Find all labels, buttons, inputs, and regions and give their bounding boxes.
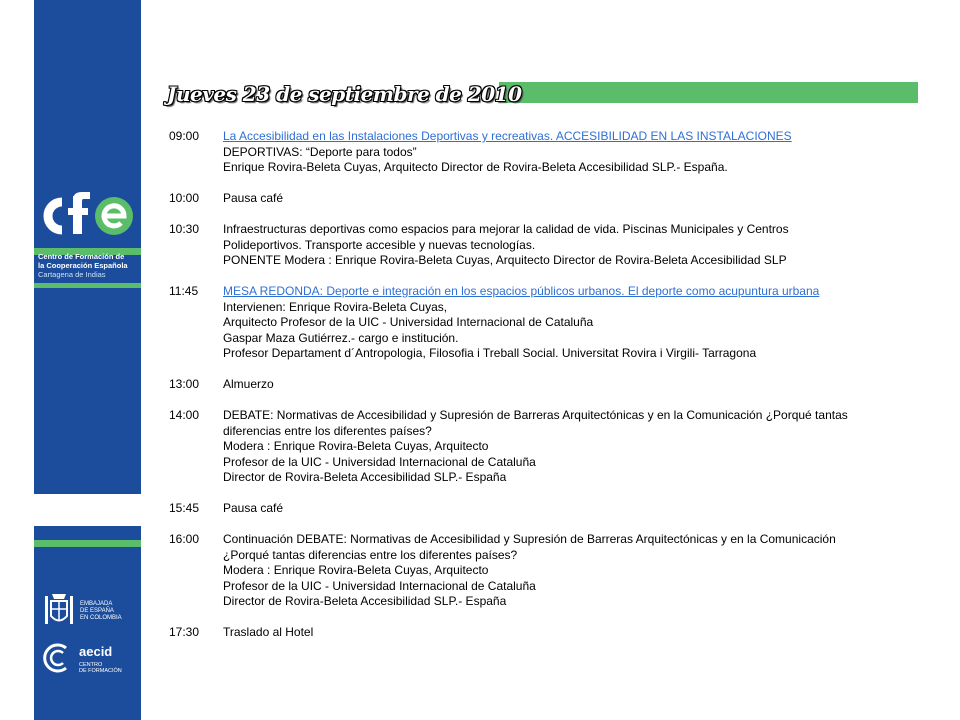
entry-spacer [169, 393, 929, 409]
entry-time: 16:00 [169, 532, 200, 546]
entry-text-line: Arquitecto Profesor de la UIC - Universidad Internacional de Cataluña [223, 315, 594, 329]
entry-text-line: DEBATE: Normativas de Accesibilidad y Supresión de Barreras Arquitectónicas y en la Comunicación ¿Porqué tantas [223, 408, 848, 422]
entry-text-line: Director de Rovira-Beleta Accesibilidad SLP.- España [223, 470, 507, 484]
schedule-entry [169, 625, 929, 641]
entry-text-line: Director de Rovira-Beleta Accesibilidad SLP.- España [223, 594, 507, 608]
entry-text-line: ¿Porqué tantas diferencias entre los diferentes países? [223, 547, 518, 562]
schedule-entry [169, 501, 929, 517]
cfe-logo-icon [40, 188, 136, 244]
aecid-name: aecid [79, 644, 113, 659]
entry-body [223, 191, 929, 207]
entry-body [223, 501, 929, 517]
entry-spacer [169, 176, 929, 192]
entry-text-line: Profesor Departament d´Antropologia, Filosofia i Treball Social. Universitat Rovira i Virgili- Tarragona [223, 346, 757, 360]
coat-of-arms-icon [42, 590, 76, 630]
aecid-circle-icon [42, 642, 74, 674]
entry-body [223, 284, 929, 362]
entry-text-line: PONENTE Modera : Enrique Rovira-Beleta Cuyas, Arquitecto Director de Rovira-Beleta Accesibilidad SLP [223, 253, 787, 267]
page-title: Jueves 23 de septiembre de 2010 [167, 82, 522, 106]
sidebar-bottom-stripe [34, 540, 141, 547]
entry-text-line: Modera : Enrique Rovira-Beleta Cuyas, Arquitecto [223, 563, 489, 577]
entry-body [223, 222, 929, 269]
entry-text-line: Modera : Enrique Rovira-Beleta Cuyas, Arquitecto [223, 439, 489, 453]
entry-body [223, 532, 929, 610]
aecid-sub-line-1: CENTRO [79, 662, 103, 668]
embajada-line-2: DE ESPAÑA [80, 608, 114, 614]
entry-spacer [169, 269, 929, 285]
entry-text-line: DEPORTIVAS: “Deporte para todos” [223, 144, 417, 159]
entry-spacer [169, 486, 929, 502]
entry-text-line: Profesor de la UIC - Universidad Internacional de Cataluña [223, 454, 536, 469]
entry-time: 11:45 [169, 284, 199, 298]
sidebar-top-panel [34, 0, 141, 494]
entry-spacer [169, 517, 929, 533]
entry-text-line: Profesor de la UIC - Universidad Internacional de Cataluña [223, 578, 536, 593]
entry-text-line: Pausa café [223, 501, 284, 515]
entry-text-line: Continuación DEBATE: Normativas de Accesibilidad y Supresión de Barreras Arquitectónicas y en la Comunicación [223, 532, 836, 546]
cfe-text-line-3: Cartagena de Indias [38, 270, 106, 279]
sidebar-green-stripe-lower [34, 283, 141, 288]
cfe-text-line-1: Centro de Formación de [38, 252, 125, 261]
entry-time: 14:00 [169, 408, 200, 422]
entry-body [223, 377, 929, 393]
entry-text-line: Intervienen: Enrique Rovira-Beleta Cuyas, [223, 299, 448, 314]
schedule-entry [169, 222, 929, 269]
entry-text-line: Infraestructuras deportivas como espacios para mejorar la calidad de vida. Piscinas Municipales y Centros [223, 222, 789, 236]
entry-link[interactable]: MESA REDONDA: Deporte e integración en los espacios públicos urbanos. El deporte como acupuntura urbana [223, 284, 820, 298]
aecid-sub-line-2: DE FORMACIÓN [79, 668, 122, 674]
cfe-text-line-2: la Cooperación Española [38, 261, 128, 270]
entry-time: 17:30 [169, 625, 200, 639]
entry-text-line: Almuerzo [223, 377, 274, 391]
entry-time: 09:00 [169, 129, 200, 143]
schedule-entry [169, 129, 929, 176]
schedule-list [169, 129, 929, 641]
entry-time: 15:45 [169, 501, 200, 515]
entry-text-line: diferencias entre los diferentes países? [223, 423, 432, 438]
entry-spacer [169, 362, 929, 378]
entry-spacer [169, 207, 929, 223]
entry-text-line: Enrique Rovira-Beleta Cuyas, Arquitecto Director de Rovira-Beleta Accesibilidad SLP.- España. [223, 160, 728, 174]
embajada-line-1: EMBAJADA [80, 601, 113, 607]
schedule-entry [169, 532, 929, 610]
entry-body [223, 625, 929, 641]
entry-text-line: Polideportivos. Transporte accesible y nuevas tecnologías. [223, 237, 536, 252]
entry-time: 10:30 [169, 222, 200, 236]
entry-body [223, 408, 929, 486]
schedule-entry [169, 191, 929, 207]
entry-time: 10:00 [169, 191, 200, 205]
embajada-line-3: EN COLOMBIA [80, 615, 122, 621]
schedule-entry [169, 284, 929, 362]
entry-text-line: Traslado al Hotel [223, 625, 314, 639]
schedule-entry [169, 377, 929, 393]
entry-time: 13:00 [169, 377, 200, 391]
entry-text-line: Pausa café [223, 191, 284, 205]
entry-text-line: Gaspar Maza Gutiérrez.- cargo e institución. [223, 330, 459, 345]
entry-body [223, 129, 929, 176]
entry-spacer [169, 610, 929, 626]
entry-link[interactable]: La Accesibilidad en las Instalaciones Deportivas y recreativas. ACCESIBILIDAD EN LAS INSTALACIONES [223, 129, 792, 143]
schedule-entry [169, 408, 929, 486]
